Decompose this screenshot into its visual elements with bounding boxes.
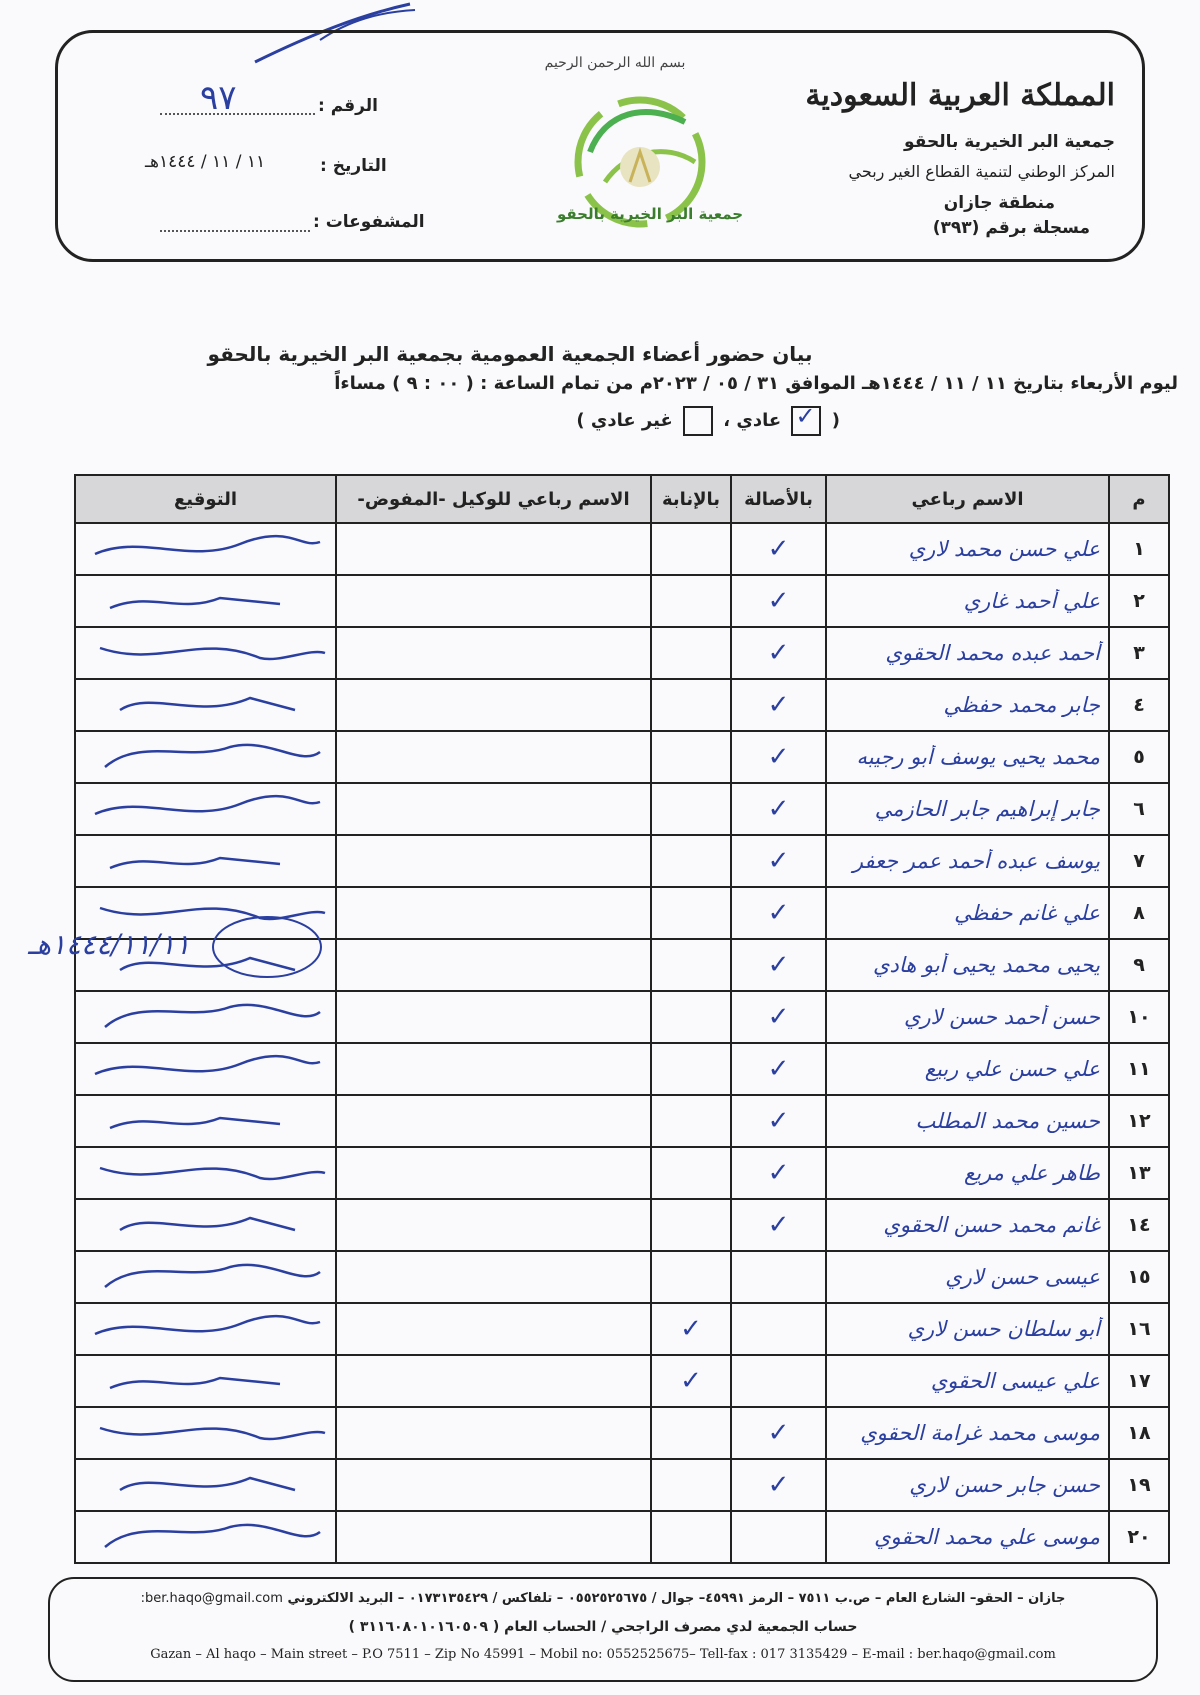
table-row xyxy=(75,1459,1169,1511)
member-name xyxy=(826,783,1109,835)
table-row xyxy=(75,1251,1169,1303)
row-index: ١٦ xyxy=(1109,1303,1169,1355)
member-name-text: موسى علي محمد الحقوي xyxy=(874,1525,1100,1549)
member-name xyxy=(826,1199,1109,1251)
handwritten-signature xyxy=(80,1252,335,1298)
member-name-text: علي حسن علي ربيع xyxy=(924,1057,1100,1081)
proxy-name-cell xyxy=(336,783,651,835)
in-person-check xyxy=(731,1355,826,1407)
row-index: ٣ xyxy=(1109,627,1169,679)
in-person-check xyxy=(731,835,826,887)
meeting-type-open: ( xyxy=(831,410,840,431)
in-person-check xyxy=(731,1511,826,1563)
by-proxy-check xyxy=(651,679,731,731)
by-proxy-check xyxy=(651,1303,731,1355)
signature-cell xyxy=(75,991,336,1043)
by-proxy-check xyxy=(651,1251,731,1303)
by-proxy-check xyxy=(651,783,731,835)
in-person-check-text: ✓ xyxy=(767,534,790,564)
in-person-check xyxy=(731,1199,826,1251)
header-name: الاسم رباعي xyxy=(826,475,1109,523)
attachments-field-line xyxy=(160,230,310,232)
proxy-name-cell xyxy=(336,1407,651,1459)
proxy-name-cell xyxy=(336,679,651,731)
table-row xyxy=(75,575,1169,627)
signature-cell xyxy=(75,1511,336,1563)
meeting-date-line: ليوم الأربعاء بتاريخ ١١ / ١١ / ١٤٤٤هـ الموافق ٣١ / ٠٥ / ٢٠٢٣م من تمام الساعة : ( ٠٠ : ٩ ) مساءاً xyxy=(334,373,1178,394)
basmala: بسم الله الرحمن الرحيم xyxy=(544,55,686,71)
member-name xyxy=(826,731,1109,783)
in-person-check-text: ✓ xyxy=(767,1418,790,1448)
association-logo xyxy=(535,82,735,252)
handwritten-signature xyxy=(80,1200,335,1246)
member-name-text: أحمد عبده محمد الحقوي xyxy=(885,641,1100,665)
proxy-name-cell xyxy=(336,1147,651,1199)
by-proxy-check xyxy=(651,1199,731,1251)
member-name xyxy=(826,1095,1109,1147)
signature-cell xyxy=(75,1355,336,1407)
in-person-check-text: ✓ xyxy=(767,1210,790,1240)
member-name xyxy=(826,1303,1109,1355)
by-proxy-check xyxy=(651,1095,731,1147)
by-proxy-check xyxy=(651,991,731,1043)
kingdom-title: المملكة العربية السعودية xyxy=(805,78,1115,113)
by-proxy-check xyxy=(651,1043,731,1095)
proxy-name-cell xyxy=(336,627,651,679)
table-header-row xyxy=(75,475,1169,523)
row-index: ١١ xyxy=(1109,1043,1169,1095)
in-person-check-text: ✓ xyxy=(767,1470,790,1500)
member-name-text: جابر محمد حفظي xyxy=(943,693,1100,717)
handwritten-signature xyxy=(80,732,335,778)
proxy-name-cell xyxy=(336,1459,651,1511)
member-name xyxy=(826,835,1109,887)
margin-handwritten-date: ١٤٤٤/١١/١١هـ xyxy=(28,928,191,961)
document-title: بيان حضور أعضاء الجمعية العمومية بجمعية البر الخيرية بالحقو xyxy=(207,342,813,366)
handwritten-signature xyxy=(80,1044,335,1090)
by-proxy-check xyxy=(651,1407,731,1459)
by-proxy-check xyxy=(651,887,731,939)
proxy-name-cell xyxy=(336,991,651,1043)
in-person-check-text: ✓ xyxy=(767,898,790,928)
header-in-person: بالأصالة xyxy=(731,475,826,523)
footer-frame xyxy=(48,1577,1158,1682)
signature-cell xyxy=(75,835,336,887)
by-proxy-check xyxy=(651,731,731,783)
table-row xyxy=(75,835,1169,887)
signature-cell xyxy=(75,1147,336,1199)
handwritten-signature xyxy=(80,1460,335,1506)
in-person-check xyxy=(731,1043,826,1095)
signature-cell xyxy=(75,1199,336,1251)
member-name xyxy=(826,939,1109,991)
table-row xyxy=(75,1095,1169,1147)
by-proxy-check xyxy=(651,1355,731,1407)
attendance-table xyxy=(74,474,1170,1564)
member-name xyxy=(826,1147,1109,1199)
in-person-check-text: ✓ xyxy=(767,846,790,876)
in-person-check-text: ✓ xyxy=(767,1158,790,1188)
member-name xyxy=(826,1355,1109,1407)
irregular-checkbox[interactable] xyxy=(683,406,713,436)
table-row xyxy=(75,523,1169,575)
by-proxy-check xyxy=(651,939,731,991)
member-name xyxy=(826,1511,1109,1563)
handwritten-signature xyxy=(80,1096,335,1142)
row-index: ١ xyxy=(1109,523,1169,575)
in-person-check-text: ✓ xyxy=(767,638,790,668)
in-person-check xyxy=(731,523,826,575)
in-person-check xyxy=(731,1251,826,1303)
in-person-check-text: ✓ xyxy=(767,742,790,772)
row-index: ١٩ xyxy=(1109,1459,1169,1511)
table-row xyxy=(75,731,1169,783)
member-name xyxy=(826,991,1109,1043)
number-value: ٩٧ xyxy=(200,78,237,118)
table-row xyxy=(75,1303,1169,1355)
in-person-check-text: ✓ xyxy=(767,1054,790,1084)
member-name-text: علي عيسى الحقوي xyxy=(930,1369,1100,1393)
handwritten-signature xyxy=(80,784,335,830)
table-row xyxy=(75,1147,1169,1199)
footer-contact-line xyxy=(50,1591,1156,1606)
regular-label: عادي ، xyxy=(723,410,782,431)
row-index: ١٢ xyxy=(1109,1095,1169,1147)
footer-contact-text: جازان – الحقو– الشارع العام – ص.ب ٧٥١١ – الرمز ٤٥٩٩١– جوال / ٠٥٥٢٥٢٥٦٧٥ – تلفاكس / ٠١٧٣١٣٥٤٢٩ – البريد الالكتروني xyxy=(287,1591,1066,1606)
date-value: ١١ / ١١ / ١٤٤٤هـ xyxy=(145,152,266,172)
table-row xyxy=(75,1407,1169,1459)
member-name xyxy=(826,1459,1109,1511)
number-label: الرقم : xyxy=(318,96,378,116)
signature-cell xyxy=(75,1303,336,1355)
member-name-text: عيسى حسن لاري xyxy=(945,1265,1100,1289)
row-index: ٥ xyxy=(1109,731,1169,783)
footer-bank-line: حساب الجمعية لدي مصرف الراجحي / الحساب العام ( ٣١١٦٠٨٠١٠١٦٠٥٠٩ ) xyxy=(348,1619,858,1635)
table-row xyxy=(75,1199,1169,1251)
row-index: ٢ xyxy=(1109,575,1169,627)
signature-cell xyxy=(75,1459,336,1511)
table-row xyxy=(75,1043,1169,1095)
region-name: منطقة جازان xyxy=(943,193,1055,213)
signature-cell xyxy=(75,1407,336,1459)
row-index: ١٠ xyxy=(1109,991,1169,1043)
proxy-name-cell xyxy=(336,1355,651,1407)
member-name xyxy=(826,887,1109,939)
row-index: ١٧ xyxy=(1109,1355,1169,1407)
footer-english-line: Gazan – Al haqo – Main street – P.O 7511 – Zip No 45991 – Mobil no: 0552525675– Tell-fax : 017 3135429 – E-mail : ber.haqo@gmail.com xyxy=(150,1647,1056,1662)
header-signature: التوقيع xyxy=(75,475,336,523)
proxy-name-cell xyxy=(336,1199,651,1251)
by-proxy-check xyxy=(651,523,731,575)
row-index: ٢٠ xyxy=(1109,1511,1169,1563)
handwritten-signature xyxy=(80,836,335,882)
proxy-name-cell xyxy=(336,523,651,575)
by-proxy-check xyxy=(651,575,731,627)
by-proxy-check-text: ✓ xyxy=(680,1366,702,1396)
member-name-text: علي حسن محمد لاري xyxy=(908,537,1100,561)
handwritten-signature xyxy=(80,576,335,622)
member-name xyxy=(826,1251,1109,1303)
proxy-name-cell xyxy=(336,1303,651,1355)
number-field-line xyxy=(160,113,315,115)
handwritten-signature xyxy=(80,1304,335,1350)
in-person-check-text: ✓ xyxy=(767,690,790,720)
handwritten-signature xyxy=(80,1408,335,1454)
in-person-check xyxy=(731,627,826,679)
date-label: التاريخ : xyxy=(320,156,387,176)
in-person-check xyxy=(731,783,826,835)
irregular-label: غير عادي ) xyxy=(576,410,673,431)
proxy-name-cell xyxy=(336,835,651,887)
in-person-check-text: ✓ xyxy=(767,586,790,616)
in-person-check-text: ✓ xyxy=(767,950,790,980)
proxy-name-cell xyxy=(336,887,651,939)
member-name-text: علي غانم حفظي xyxy=(954,901,1100,925)
in-person-check xyxy=(731,1459,826,1511)
signature-cell xyxy=(75,731,336,783)
margin-circle-mark xyxy=(210,912,325,982)
by-proxy-check xyxy=(651,1147,731,1199)
proxy-name-cell xyxy=(336,1043,651,1095)
signature-cell xyxy=(75,679,336,731)
member-name-text: يحيى محمد يحيى أبو هادي xyxy=(873,953,1100,977)
handwritten-signature xyxy=(80,524,335,570)
row-index: ١٥ xyxy=(1109,1251,1169,1303)
row-index: ٨ xyxy=(1109,887,1169,939)
member-name-text: محمد يحيى يوسف أبو رجيبه xyxy=(856,745,1100,769)
member-name-text: طاهر علي مريع xyxy=(964,1161,1100,1185)
signature-cell xyxy=(75,783,336,835)
in-person-check xyxy=(731,1147,826,1199)
in-person-check xyxy=(731,1303,826,1355)
member-name-text: علي أحمد غاري xyxy=(963,589,1100,613)
in-person-check xyxy=(731,991,826,1043)
in-person-check xyxy=(731,679,826,731)
member-name-text: أبو سلطان حسن لاري xyxy=(907,1317,1100,1341)
table-row xyxy=(75,783,1169,835)
regular-checkmark: ✓ xyxy=(795,402,816,430)
in-person-check xyxy=(731,1095,826,1147)
handwritten-signature xyxy=(80,1512,335,1558)
header-by-proxy: بالإنابة xyxy=(651,475,731,523)
member-name xyxy=(826,523,1109,575)
meeting-type-line xyxy=(440,402,840,436)
table-row xyxy=(75,1511,1169,1563)
member-name-text: يوسف عبده أحمد عمر جعفر xyxy=(852,849,1100,873)
handwritten-signature xyxy=(80,680,335,726)
in-person-check xyxy=(731,887,826,939)
header-index: م xyxy=(1109,475,1169,523)
by-proxy-check-text: ✓ xyxy=(680,1314,702,1344)
table-row xyxy=(75,627,1169,679)
member-name-text: غانم محمد حسن الحقوي xyxy=(883,1213,1100,1237)
in-person-check xyxy=(731,939,826,991)
handwritten-signature xyxy=(80,628,335,674)
table-row xyxy=(75,679,1169,731)
signature-cell xyxy=(75,523,336,575)
by-proxy-check xyxy=(651,627,731,679)
proxy-name-cell xyxy=(336,1511,651,1563)
association-name: جمعية البر الخيرية بالحقو xyxy=(904,132,1115,152)
proxy-name-cell xyxy=(336,575,651,627)
member-name-text: حسين محمد المطلب xyxy=(915,1109,1100,1133)
center-name: المركز الوطني لتنمية القطاع الغير ربحي xyxy=(848,162,1115,181)
row-index: ١٨ xyxy=(1109,1407,1169,1459)
logo-caption: جمعية البر الخيرية بالحقو xyxy=(556,205,744,223)
member-name-text: موسى محمد غرامة الحقوي xyxy=(860,1421,1100,1445)
in-person-check-text: ✓ xyxy=(767,1002,790,1032)
table-row xyxy=(75,991,1169,1043)
proxy-name-cell xyxy=(336,1251,651,1303)
by-proxy-check xyxy=(651,1459,731,1511)
signature-cell xyxy=(75,1043,336,1095)
attachments-label: المشفوعات : xyxy=(313,212,425,232)
in-person-check-text: ✓ xyxy=(767,794,790,824)
signature-cell xyxy=(75,1095,336,1147)
row-index: ١٤ xyxy=(1109,1199,1169,1251)
member-name xyxy=(826,575,1109,627)
registration-number: مسجلة برقم (٣٩٣) xyxy=(932,218,1090,238)
member-name-text: جابر إبراهيم جابر الحازمي xyxy=(874,797,1100,821)
row-index: ١٣ xyxy=(1109,1147,1169,1199)
row-index: ٧ xyxy=(1109,835,1169,887)
footer-email-inline[interactable]: ber.haqo@gmail.com: xyxy=(140,1591,283,1606)
member-name-text: حسن جابر حسن لاري xyxy=(909,1473,1100,1497)
regular-checkbox[interactable] xyxy=(791,402,821,436)
signature-cell xyxy=(75,1251,336,1303)
handwritten-signature xyxy=(80,992,335,1038)
row-index: ٦ xyxy=(1109,783,1169,835)
signature-cell xyxy=(75,575,336,627)
proxy-name-cell xyxy=(336,939,651,991)
member-name xyxy=(826,1043,1109,1095)
proxy-name-cell xyxy=(336,731,651,783)
in-person-check xyxy=(731,1407,826,1459)
by-proxy-check xyxy=(651,835,731,887)
by-proxy-check xyxy=(651,1511,731,1563)
signature-cell xyxy=(75,627,336,679)
header-proxy-name: الاسم رباعي للوكيل -المفوض- xyxy=(336,475,651,523)
member-name-text: حسن أحمد حسن لاري xyxy=(904,1005,1100,1029)
in-person-check xyxy=(731,731,826,783)
table-row xyxy=(75,1355,1169,1407)
in-person-check xyxy=(731,575,826,627)
member-name xyxy=(826,627,1109,679)
row-index: ٩ xyxy=(1109,939,1169,991)
in-person-check-text: ✓ xyxy=(767,1106,790,1136)
row-index: ٤ xyxy=(1109,679,1169,731)
handwritten-signature xyxy=(80,1356,335,1402)
member-name xyxy=(826,679,1109,731)
proxy-name-cell xyxy=(336,1095,651,1147)
handwritten-signature xyxy=(80,1148,335,1194)
member-name xyxy=(826,1407,1109,1459)
